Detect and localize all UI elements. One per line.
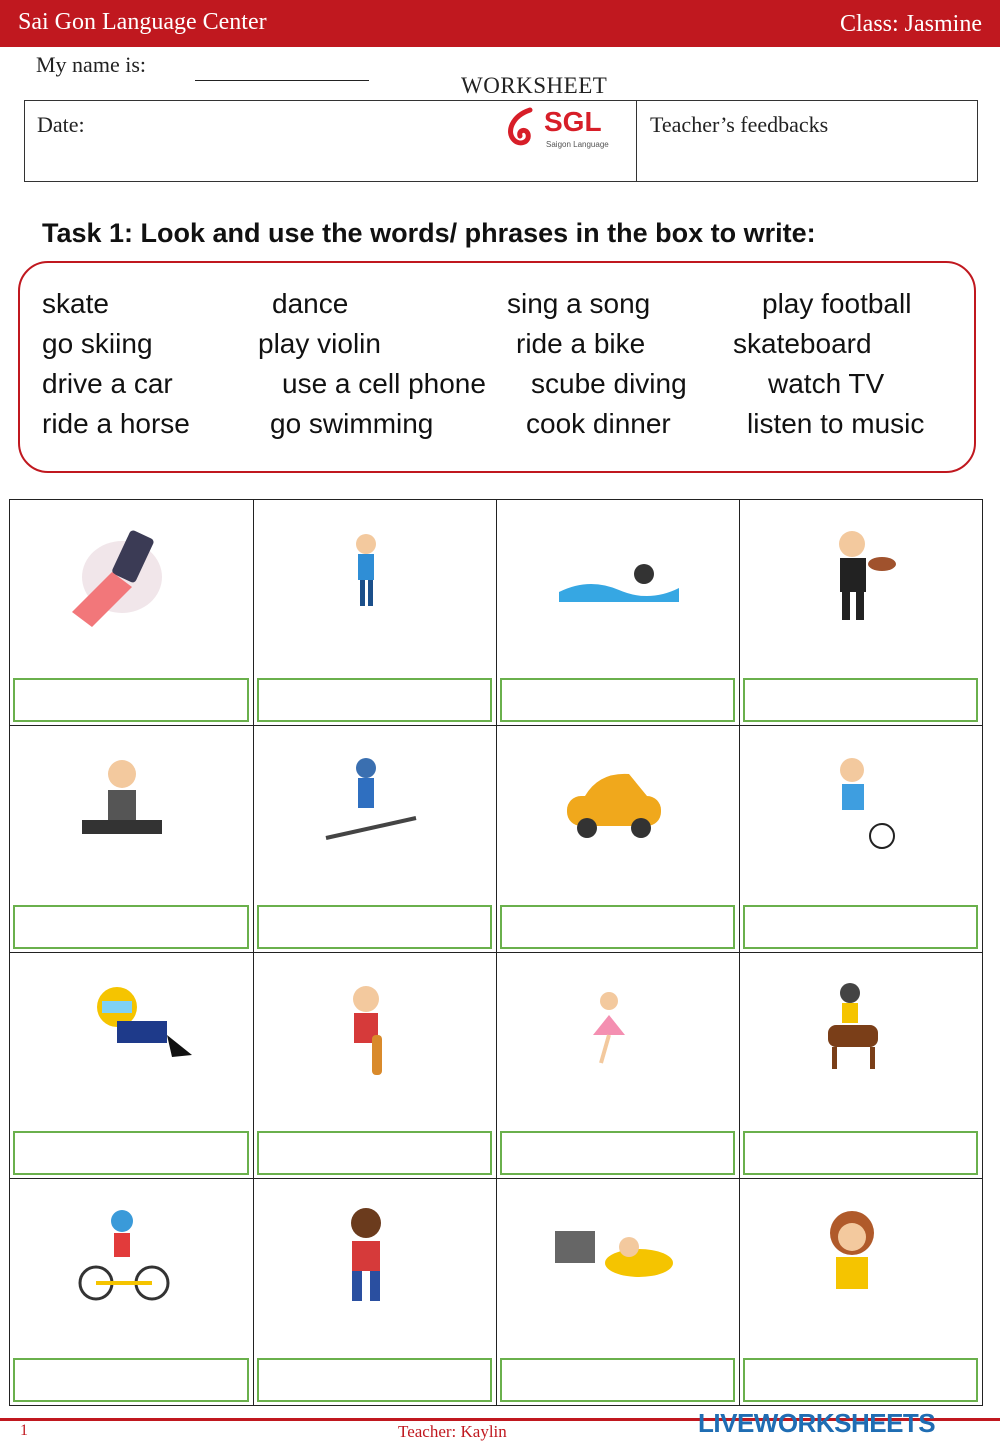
- feedback-label: Teacher’s feedbacks: [650, 112, 829, 137]
- word-15: cook dinner: [526, 408, 671, 439]
- word-3: sing a song: [507, 288, 651, 319]
- word-11: scube diving: [531, 368, 687, 399]
- answer-box[interactable]: [13, 1131, 249, 1175]
- word-13: ride a horse: [42, 408, 190, 439]
- sgl-swirl-icon: [500, 104, 544, 152]
- name-label: My name is:: [36, 52, 146, 77]
- word-8: skateboard: [733, 328, 872, 359]
- car-icon: [549, 748, 689, 872]
- answer-box[interactable]: [743, 905, 978, 949]
- word-1: skate: [42, 288, 109, 319]
- word-14: go swimming: [270, 408, 434, 439]
- school-name: Sai Gon Language Center: [18, 9, 267, 35]
- dancing-boy-icon: [306, 522, 446, 646]
- phone-icon: [62, 522, 202, 646]
- grid-cell: [10, 500, 254, 726]
- logo-text: SGL: [544, 106, 602, 137]
- violin-boy-icon: [792, 522, 932, 646]
- answer-box[interactable]: [257, 678, 492, 722]
- grid-cell: [740, 953, 983, 1179]
- answer-box[interactable]: [257, 905, 492, 949]
- skateboard-boy-icon: [306, 975, 446, 1099]
- football-boy-icon: [792, 748, 932, 872]
- grid-cell: [497, 500, 740, 726]
- tv-watching-icon: [549, 1201, 689, 1325]
- skater-boy-icon: [306, 1201, 446, 1325]
- grid-cell: [254, 1179, 497, 1406]
- diver-icon: [62, 975, 202, 1099]
- swimmer-icon: [549, 522, 689, 646]
- page-number: 1: [20, 1422, 28, 1439]
- date-label: Date:: [37, 112, 85, 137]
- answer-box[interactable]: [257, 1131, 492, 1175]
- info-divider: [636, 100, 637, 182]
- word-4: play football: [762, 288, 912, 319]
- answer-box[interactable]: [743, 678, 978, 722]
- worksheet-title: WORKSHEET: [461, 73, 608, 98]
- word-10: use a cell phone: [282, 368, 486, 399]
- logo-subtext: Saigon Language: [546, 140, 609, 149]
- music-girl-icon: [792, 1201, 932, 1325]
- grid-cell: [254, 500, 497, 726]
- word-7: ride a bike: [516, 328, 646, 359]
- grid-cell: [740, 1179, 983, 1406]
- word-6: play violin: [258, 328, 381, 359]
- grid-cell: [10, 1179, 254, 1406]
- picture-grid: [9, 499, 983, 1406]
- grid-cell: [497, 1179, 740, 1406]
- answer-box[interactable]: [500, 1131, 735, 1175]
- teacher-name: Teacher: Kaylin: [398, 1422, 507, 1441]
- cooking-girl-icon: [62, 748, 202, 872]
- answer-box[interactable]: [13, 1358, 249, 1402]
- answer-box[interactable]: [13, 905, 249, 949]
- word-5: go skiing: [42, 328, 153, 359]
- word-16: listen to music: [747, 408, 925, 439]
- grid-cell: [497, 953, 740, 1179]
- cyclist-icon: [62, 1201, 202, 1325]
- liveworksheets-logo: LIVEWORKSHEETS: [698, 1408, 936, 1438]
- word-12: watch TV: [768, 368, 885, 399]
- task-title: Task 1: Look and use the words/ phrases in the box to write:: [42, 218, 816, 248]
- name-line[interactable]: [195, 80, 369, 81]
- ballet-girl-icon: [549, 975, 689, 1099]
- grid-cell: [740, 726, 983, 953]
- class-label: Class: Jasmine: [840, 11, 982, 37]
- answer-box[interactable]: [13, 678, 249, 722]
- answer-box[interactable]: [500, 1358, 735, 1402]
- answer-box[interactable]: [500, 678, 735, 722]
- word-2: dance: [272, 288, 349, 319]
- horse-rider-icon: [792, 975, 932, 1099]
- grid-cell: [10, 953, 254, 1179]
- grid-cell: [254, 953, 497, 1179]
- skier-icon: [306, 748, 446, 872]
- word-9: drive a car: [42, 368, 173, 399]
- answer-box[interactable]: [743, 1358, 978, 1402]
- grid-cell: [10, 726, 254, 953]
- answer-box[interactable]: [257, 1358, 492, 1402]
- header-bar: [0, 0, 1000, 47]
- sgl-logo: [500, 104, 620, 154]
- answer-box[interactable]: [743, 1131, 978, 1175]
- grid-cell: [254, 726, 497, 953]
- grid-cell: [497, 726, 740, 953]
- answer-box[interactable]: [500, 905, 735, 949]
- grid-cell: [740, 500, 983, 726]
